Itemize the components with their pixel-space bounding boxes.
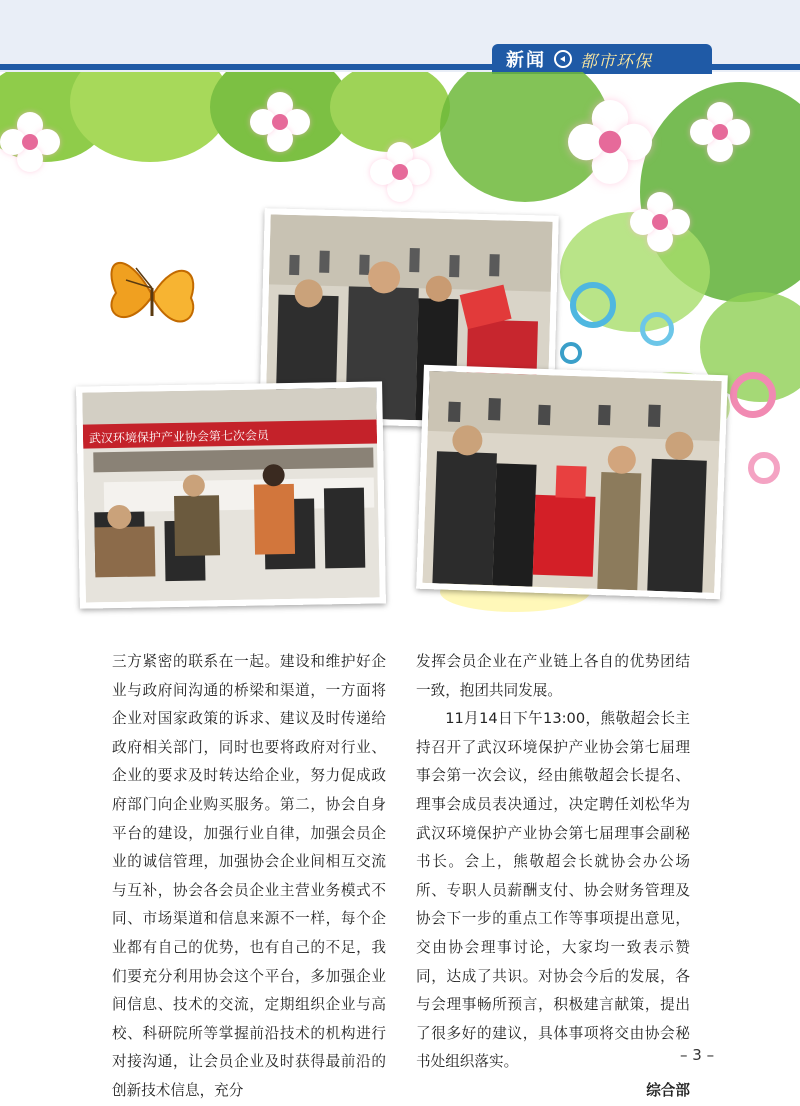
photo-meeting-room — [76, 381, 386, 608]
flower-icon — [690, 102, 750, 162]
author-signature: 综合部 — [646, 1081, 690, 1099]
leaf-shape — [330, 72, 450, 152]
article-paragraph: 发挥会员企业在产业链上各自的优势团结一致，抱团共同发展。 — [416, 653, 690, 699]
flower-icon — [250, 92, 310, 152]
circle-decoration — [640, 312, 674, 346]
flower-icon — [630, 192, 690, 252]
circle-decoration — [730, 372, 776, 418]
banner-text: 武汉环境保护产业协会第七次会员 — [88, 428, 270, 446]
circle-decoration — [560, 342, 582, 364]
circle-decoration — [748, 452, 780, 484]
flower-icon — [370, 142, 430, 202]
photo-voting-2 — [416, 365, 728, 599]
flower-icon — [0, 112, 60, 172]
section-title: 新闻 — [506, 50, 546, 71]
page-number: – 3 – — [680, 1046, 715, 1064]
flower-icon — [568, 100, 652, 184]
leaf-shape — [70, 72, 230, 162]
article-column-left — [112, 648, 386, 1106]
arrow-left-icon — [554, 50, 572, 68]
section-subtitle: 都市环保 — [580, 51, 652, 72]
article-paragraph: 三方紧密的联系在一起。建设和维护好企业与政府间沟通的桥梁和渠道，一方面将企业对国家政策的诉求、建议及时传递给政府相关部门，同时也要将政府对行业、企业的要求及时转达给企业，努力促成政府部门向企业购买服务。第二，协会自身平台的建设，加强行业自律，加强会员企业的诚信管理，加强协会企业间相互交流与互补，协会各会员企业主营业务模式不同、市场渠道和信息来源不一样，每个企业都有自己的优势，也有自己的不足，我们要充分利用协会这个平台，多加强企业间信息、技术的交流，定期组织企业与高校、科研院所等掌握前沿技术的机构进行对接沟通，让会员企业及时获得最前沿的创新技术信息，充分 — [112, 653, 386, 1099]
article-paragraph: 11月14日下午13:00，熊敬超会长主持召开了武汉环境保护产业协会第七届理事会第一次会议，经由熊敬超会长提名、理事会成员表决通过，决定聘任刘松华为武汉环境保护产业协会第七届理事会副秘书长。会上，熊敬超会长就协会办公场所、专职人员薪酬支付、协会财务管理及协会下一步的重点工作等事项提出意见，交由协会理事讨论，大家均一致表示赞同，达成了共识。对协会今后的发展，各与会理事畅所预言，积极建言献策，提出了很多好的建议，具体事项将交由协会秘书处组织落实。 — [416, 710, 690, 1071]
section-tab — [492, 44, 712, 74]
circle-decoration — [570, 282, 616, 328]
article-column-right — [416, 648, 690, 1106]
butterfly-icon — [96, 238, 206, 348]
